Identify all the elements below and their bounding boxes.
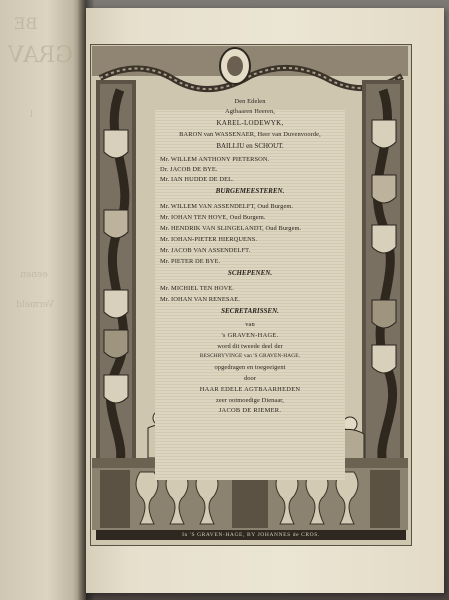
- text-line: Mr. WILLEM VAN ASSENDELFT, Oud Burgem.: [160, 203, 294, 210]
- text-line: JACOB DE RIEMER.: [218, 407, 282, 414]
- text-line: Agtbaaren Heeren,: [225, 108, 275, 115]
- text-line: van: [245, 321, 255, 328]
- text-line: opgedragen en toegeeigent: [214, 364, 286, 371]
- text-line: Mr. IOHAN-PIETER HIERQUENS.: [160, 236, 258, 243]
- text-line: BURGEMEESTEREN.: [215, 187, 285, 195]
- text-line: BESCHRYVINGE van 'S GRAVEN-HAGE.: [199, 353, 301, 359]
- text-line: Mr. IOHAN VAN RENESAE.: [160, 296, 240, 303]
- text-line: Mr. MICHIEL TEN HOVE.: [160, 285, 234, 292]
- text-line: word dit tweede deel der: [217, 343, 283, 350]
- text-line: Mr. JACOB VAN ASSENDELFT.: [160, 247, 251, 254]
- ghost-text: BE: [14, 14, 38, 33]
- text-line: HAAR EDELE AGTBAARHEDEN: [199, 386, 301, 393]
- text-line: zeer ootmoedige Dienaar,: [216, 397, 284, 404]
- text-line: BAILLIU en SCHOUT.: [216, 142, 284, 150]
- ghost-text: l: [30, 110, 33, 120]
- ghost-text: Vermeld: [16, 300, 54, 310]
- text-line: Mr. PIETER DE BYE.: [160, 258, 221, 265]
- ghost-text: eenen: [20, 270, 48, 280]
- text-line: 's GRAVEN-HAGE.: [221, 332, 279, 339]
- text-line: Mr. WILLEM ANTHONY PIETERSON.: [160, 156, 270, 163]
- text-line: SCHEPENEN.: [227, 269, 273, 277]
- text-line: Mr. IAN HUDDE DE DEL.: [160, 176, 234, 183]
- text-line: Dr. JACOB DE BYE.: [160, 166, 218, 173]
- ghost-text: GRAV: [8, 43, 73, 68]
- text-line: door: [243, 375, 257, 382]
- text-line: SECRETARISSEN.: [221, 307, 279, 315]
- imprint-text: In 'S GRAVEN-HAGE, BY JOHANNES de CROS.: [182, 532, 320, 538]
- text-line: KAREL-LODEWYK,: [216, 119, 284, 127]
- text-line: Mr. IOHAN TEN HOVE, Oud Burgem.: [160, 214, 266, 221]
- text-line: Mr. HENDRIK VAN SLINGELANDT, Oud Burgem.: [160, 225, 302, 232]
- text-line: Den Edelen: [234, 98, 266, 105]
- text-line: BARON van WASSENAER, Heer van Duvenvoorde,: [179, 131, 321, 138]
